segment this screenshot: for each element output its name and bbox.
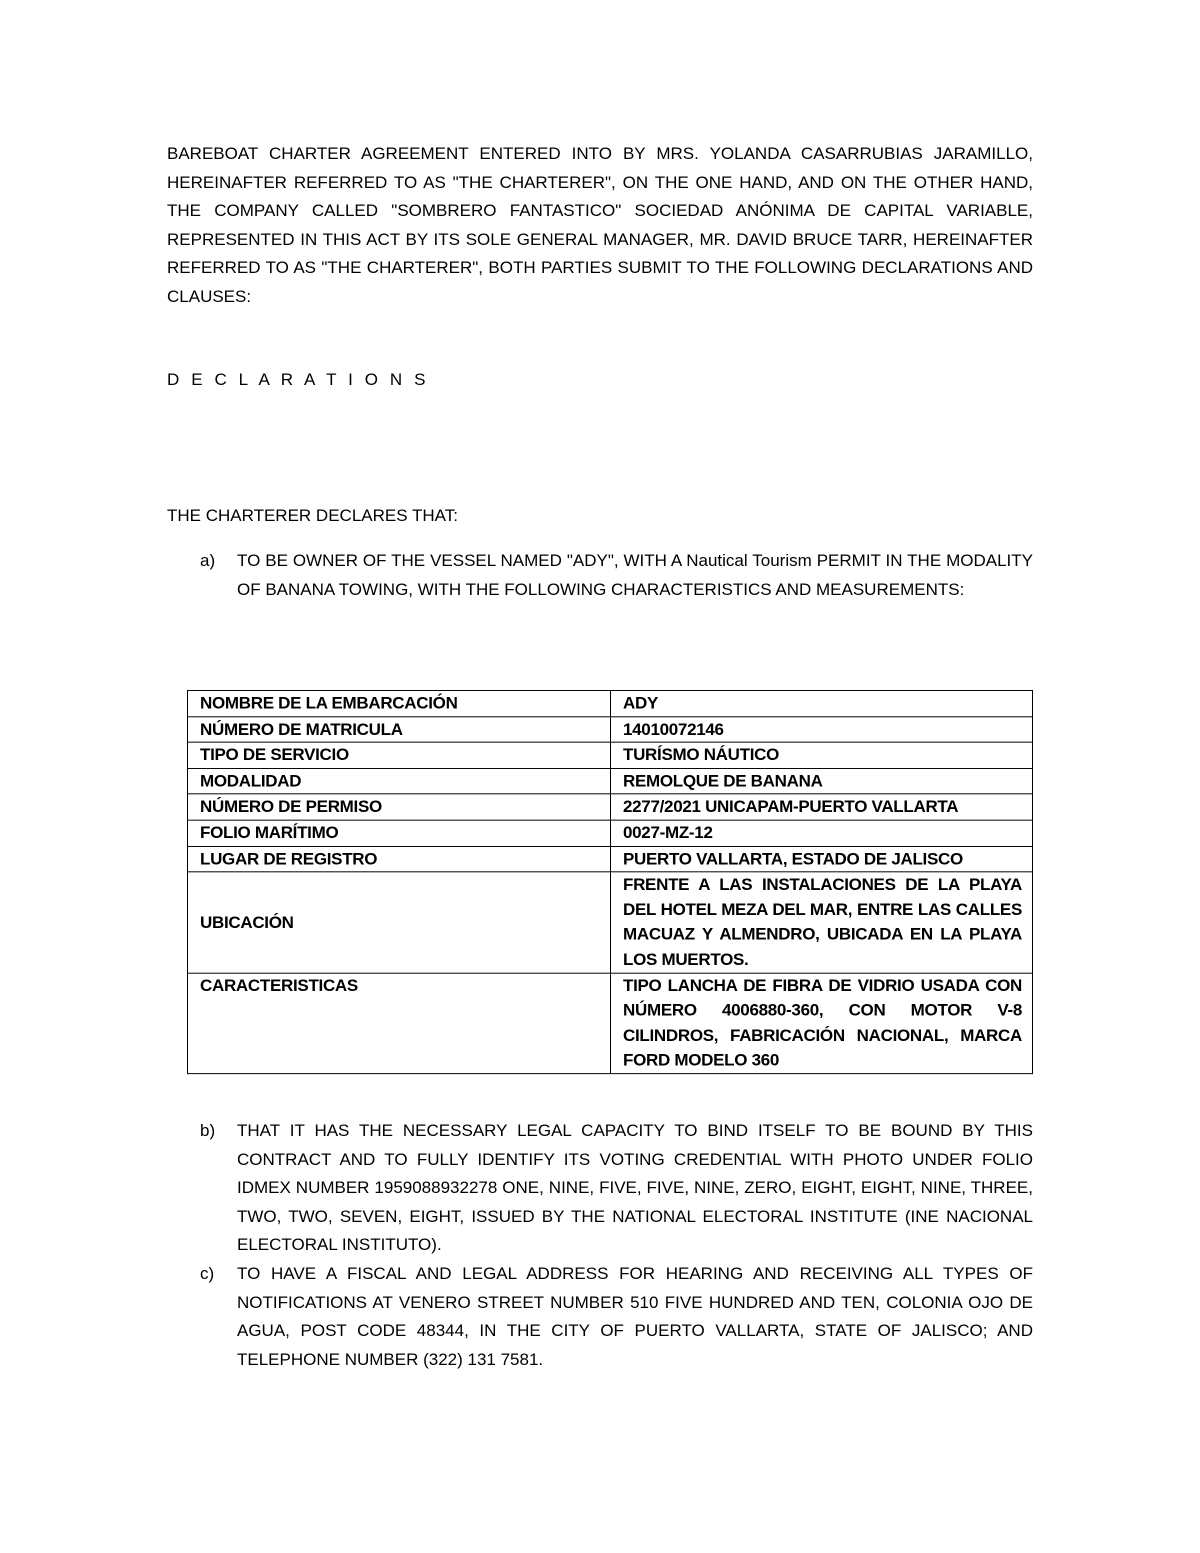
table-row	[188, 846, 1033, 872]
declaration-item-b	[200, 1117, 1033, 1260]
table-cell-label: UBICACIÓN	[188, 872, 611, 973]
table-cell-label: NOMBRE DE LA EMBARCACIÓN	[188, 690, 611, 716]
declaration-item-c	[200, 1260, 1033, 1374]
table-cell-value: ADY	[611, 690, 1033, 716]
table-row	[188, 820, 1033, 846]
table-row	[188, 690, 1033, 716]
table-cell-value: 14010072146	[611, 716, 1033, 742]
item-text: TO HAVE A FISCAL AND LEGAL ADDRESS FOR HEARING AND RECEIVING ALL TYPES OF NOTIFICATIONS AT VENERO STREET NUMBER 510 FIVE HUNDRED AND TEN, COLONIA OJO DE AGUA, POST CODE 48344, IN THE CITY OF PUERTO VALLARTA, STATE OF JALISCO; AND TELEPHONE NUMBER (322) 131 7581.	[237, 1264, 1033, 1369]
table-row	[188, 872, 1033, 973]
vessel-characteristics-table	[187, 690, 1033, 1074]
table-cell-value: TURÍSMO NÁUTICO	[611, 742, 1033, 768]
charterer-declares-line: THE CHARTERER DECLARES THAT:	[167, 506, 458, 525]
table-cell-value: REMOLQUE DE BANANA	[611, 768, 1033, 794]
table-cell-label: CARACTERISTICAS	[188, 973, 611, 1074]
table-row	[188, 794, 1033, 820]
table-cell-value: 0027-MZ-12	[611, 820, 1033, 846]
table-cell-value: TIPO LANCHA DE FIBRA DE VIDRIO USADA CON NÚMERO 4006880-360, CON MOTOR V-8 CILINDROS, FABRICACIÓN NACIONAL, MARCA FORD MODELO 360	[611, 973, 1033, 1074]
table-cell-value: 2277/2021 UNICAPAM-PUERTO VALLARTA	[611, 794, 1033, 820]
table-cell-value: FRENTE A LAS INSTALACIONES DE LA PLAYA DEL HOTEL MEZA DEL MAR, ENTRE LAS CALLES MACUAZ Y ALMENDRO, UBICADA EN LA PLAYA LOS MUERTOS.	[611, 872, 1033, 973]
declarations-heading: D E C L A R A T I O N S	[167, 370, 430, 389]
table-cell-value: PUERTO VALLARTA, ESTADO DE JALISCO	[611, 846, 1033, 872]
table-cell-label: TIPO DE SERVICIO	[188, 742, 611, 768]
table-cell-label: LUGAR DE REGISTRO	[188, 846, 611, 872]
item-text: TO BE OWNER OF THE VESSEL NAMED "ADY", WITH A Nautical Tourism PERMIT IN THE MODALITY OF BANANA TOWING, WITH THE FOLLOWING CHARACTERISTICS AND MEASUREMENTS:	[237, 551, 1033, 599]
item-marker: c)	[200, 1264, 215, 1283]
table-cell-label: FOLIO MARÍTIMO	[188, 820, 611, 846]
table-cell-label: MODALIDAD	[188, 768, 611, 794]
table-row	[188, 973, 1033, 1074]
table-cell-label: NÚMERO DE PERMISO	[188, 794, 611, 820]
table-row	[188, 768, 1033, 794]
table-row	[188, 742, 1033, 768]
table-cell-label: NÚMERO DE MATRICULA	[188, 716, 611, 742]
table-row	[188, 716, 1033, 742]
item-text: THAT IT HAS THE NECESSARY LEGAL CAPACITY TO BIND ITSELF TO BE BOUND BY THIS CONTRACT AND TO FULLY IDENTIFY ITS VOTING CREDENTIAL WITH PHOTO UNDER FOLIO IDMEX NUMBER 1959088932278 ONE, NINE, FIVE, FIVE, NINE, ZERO, EIGHT, EIGHT, NINE, THREE, TWO, TWO, SEVEN, EIGHT, ISSUED BY THE NATIONAL ELECTORAL INSTITUTE (INE NACIONAL ELECTORAL INSTITUTO).	[237, 1121, 1033, 1255]
item-marker: a)	[200, 551, 216, 570]
item-marker: b)	[200, 1121, 216, 1140]
declaration-item-a	[200, 547, 1033, 604]
intro-paragraph: BAREBOAT CHARTER AGREEMENT ENTERED INTO BY MRS. YOLANDA CASARRUBIAS JARAMILLO, HEREINAFTER REFERRED TO AS "THE CHARTERER", ON THE ONE HAND, AND ON THE OTHER HAND, THE COMPANY CALLED "SOMBRERO FANTASTICO" SOCIEDAD ANÓNIMA DE CAPITAL VARIABLE, REPRESENTED IN THIS ACT BY ITS SOLE GENERAL MANAGER, MR. DAVID BRUCE TARR, HEREINAFTER REFERRED TO AS "THE CHARTERER", BOTH PARTIES SUBMIT TO THE FOLLOWING DECLARATIONS AND CLAUSES:	[167, 144, 1033, 306]
